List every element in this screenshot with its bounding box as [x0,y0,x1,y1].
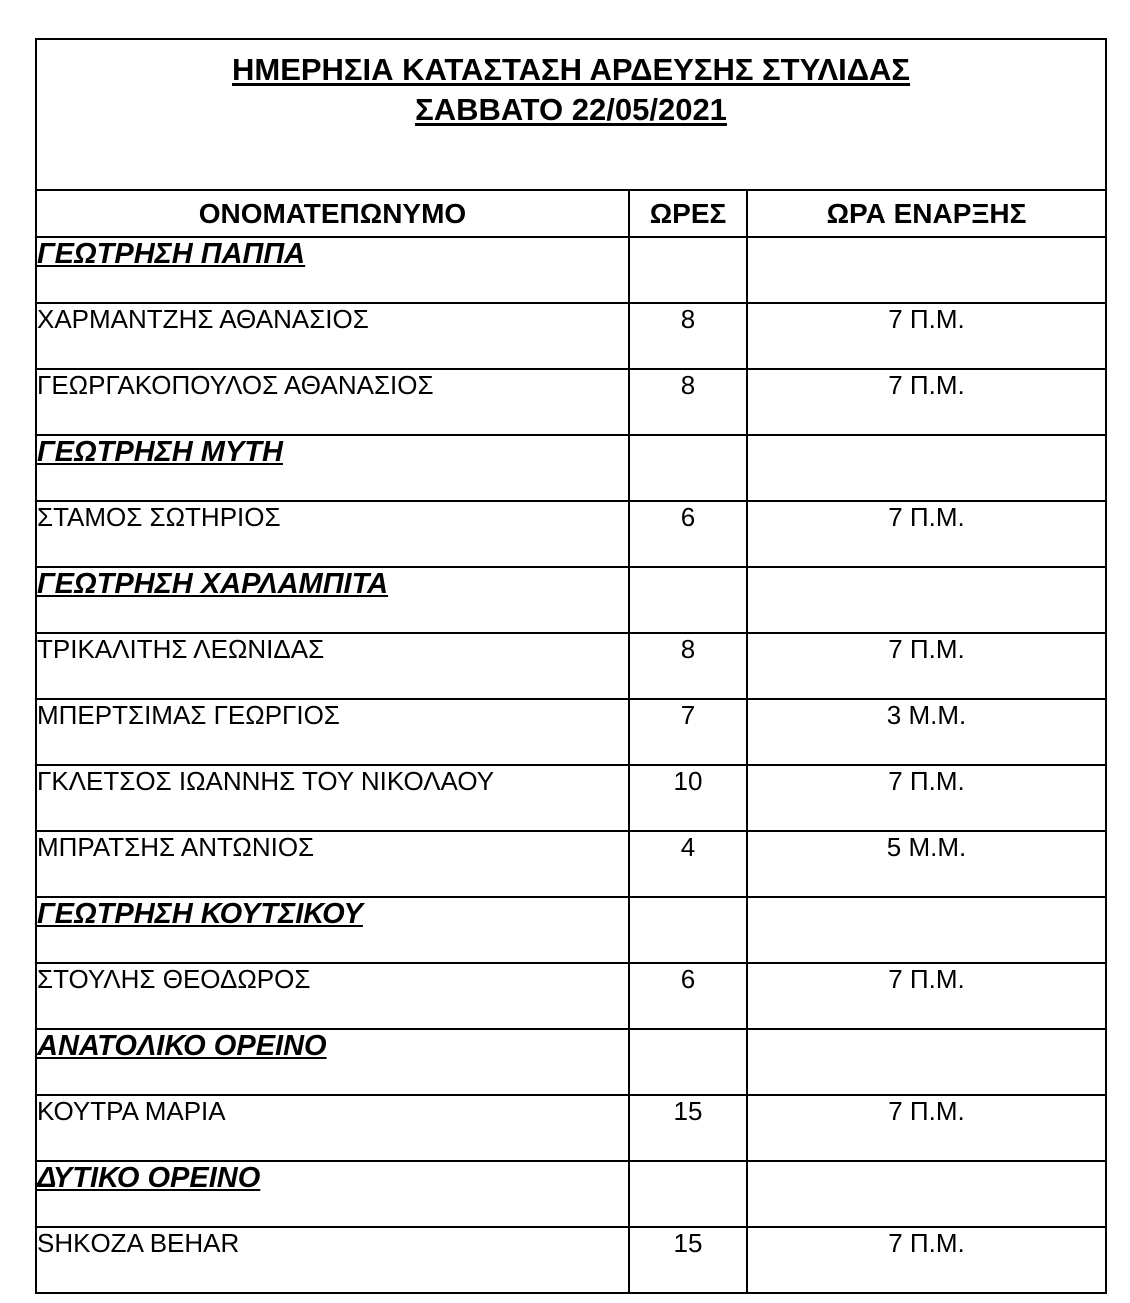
section-title: ΓΕΩΤΡΗΣΗ ΜΥΤΗ [36,435,629,501]
irrigation-schedule-table [35,38,1107,1294]
hours-value: 15 [629,1095,747,1161]
worker-name: ΣΤΑΜΟΣ ΣΩΤΗΡΙΟΣ [36,501,629,567]
hours-value: 10 [629,765,747,831]
section-start-cell [747,567,1106,633]
hours-value: 15 [629,1227,747,1293]
worker-name: ΓΕΩΡΓΑΚΟΠΟΥΛΟΣ ΑΘΑΝΑΣΙΟΣ [36,369,629,435]
hours-value: 8 [629,303,747,369]
table-row [36,1227,1106,1293]
section-row [36,567,1106,633]
worker-name: ΓΚΛΕΤΣΟΣ ΙΩΑΝΝΗΣ ΤΟΥ ΝΙΚΟΛΑΟΥ [36,765,629,831]
start-time-value: 7 Π.Μ. [747,1095,1106,1161]
document-title: ΗΜΕΡΗΣΙΑ ΚΑΤΑΣΤΑΣΗ ΑΡΔΕΥΣΗΣ ΣΤΥΛΙΔΑΣ [231,52,911,87]
worker-name: ΧΑΡΜΑΝΤΖΗΣ ΑΘΑΝΑΣΙΟΣ [36,303,629,369]
table-row [36,1095,1106,1161]
column-header-name: ΟΝΟΜΑΤΕΠΩΝΥΜΟ [36,190,629,237]
section-row [36,435,1106,501]
section-row [36,237,1106,303]
start-time-value: 7 Π.Μ. [747,501,1106,567]
section-row [36,897,1106,963]
start-time-value: 7 Π.Μ. [747,369,1106,435]
table-row [36,699,1106,765]
title-cell [36,39,1106,190]
section-title: ΔΥΤΙΚΟ ΟΡΕΙΝΟ [36,1161,629,1227]
section-title: ΓΕΩΤΡΗΣΗ ΠΑΠΠΑ [36,237,629,303]
table-row [36,369,1106,435]
table-row [36,501,1106,567]
start-time-value: 7 Π.Μ. [747,303,1106,369]
section-start-cell [747,237,1106,303]
header-row [36,190,1106,237]
title-row [36,39,1106,190]
section-title: ΓΕΩΤΡΗΣΗ ΧΑΡΛΑΜΠΙΤΑ [36,567,629,633]
table-row [36,831,1106,897]
worker-name: SHKOZA BEHAR [36,1227,629,1293]
section-hours-cell [629,897,747,963]
section-row [36,1161,1106,1227]
hours-value: 6 [629,963,747,1029]
worker-name: ΜΠΕΡΤΣΙΜΑΣ ΓΕΩΡΓΙΟΣ [36,699,629,765]
column-header-hours: ΩΡΕΣ [629,190,747,237]
start-time-value: 7 Π.Μ. [747,963,1106,1029]
start-time-value: 5 Μ.Μ. [747,831,1106,897]
table-body [36,39,1106,1293]
table-row [36,633,1106,699]
section-start-cell [747,897,1106,963]
hours-value: 8 [629,369,747,435]
section-start-cell [747,435,1106,501]
worker-name: ΣΤΟΥΛΗΣ ΘΕΟΔΩΡΟΣ [36,963,629,1029]
table-row [36,303,1106,369]
section-start-cell [747,1029,1106,1095]
section-title: ΑΝΑΤΟΛΙΚΟ ΟΡΕΙΝΟ [36,1029,629,1095]
column-header-start-time: ΩΡΑ ΕΝΑΡΞΗΣ [747,190,1106,237]
table-row [36,765,1106,831]
table-row [36,963,1106,1029]
section-hours-cell [629,1029,747,1095]
hours-value: 6 [629,501,747,567]
hours-value: 8 [629,633,747,699]
worker-name: ΜΠΡΑΤΣΗΣ ΑΝΤΩΝΙΟΣ [36,831,629,897]
section-hours-cell [629,435,747,501]
start-time-value: 7 Π.Μ. [747,1227,1106,1293]
section-hours-cell [629,567,747,633]
start-time-value: 3 Μ.Μ. [747,699,1106,765]
section-title: ΓΕΩΤΡΗΣΗ ΚΟΥΤΣΙΚΟΥ [36,897,629,963]
start-time-value: 7 Π.Μ. [747,765,1106,831]
document-date: ΣΑΒΒΑΤΟ 22/05/2021 [415,92,727,127]
worker-name: ΤΡΙΚΑΛΙΤΗΣ ΛΕΩΝΙΔΑΣ [36,633,629,699]
section-row [36,1029,1106,1095]
section-hours-cell [629,237,747,303]
worker-name: ΚΟΥΤΡΑ ΜΑΡΙΑ [36,1095,629,1161]
hours-value: 7 [629,699,747,765]
start-time-value: 7 Π.Μ. [747,633,1106,699]
hours-value: 4 [629,831,747,897]
section-start-cell [747,1161,1106,1227]
section-hours-cell [629,1161,747,1227]
